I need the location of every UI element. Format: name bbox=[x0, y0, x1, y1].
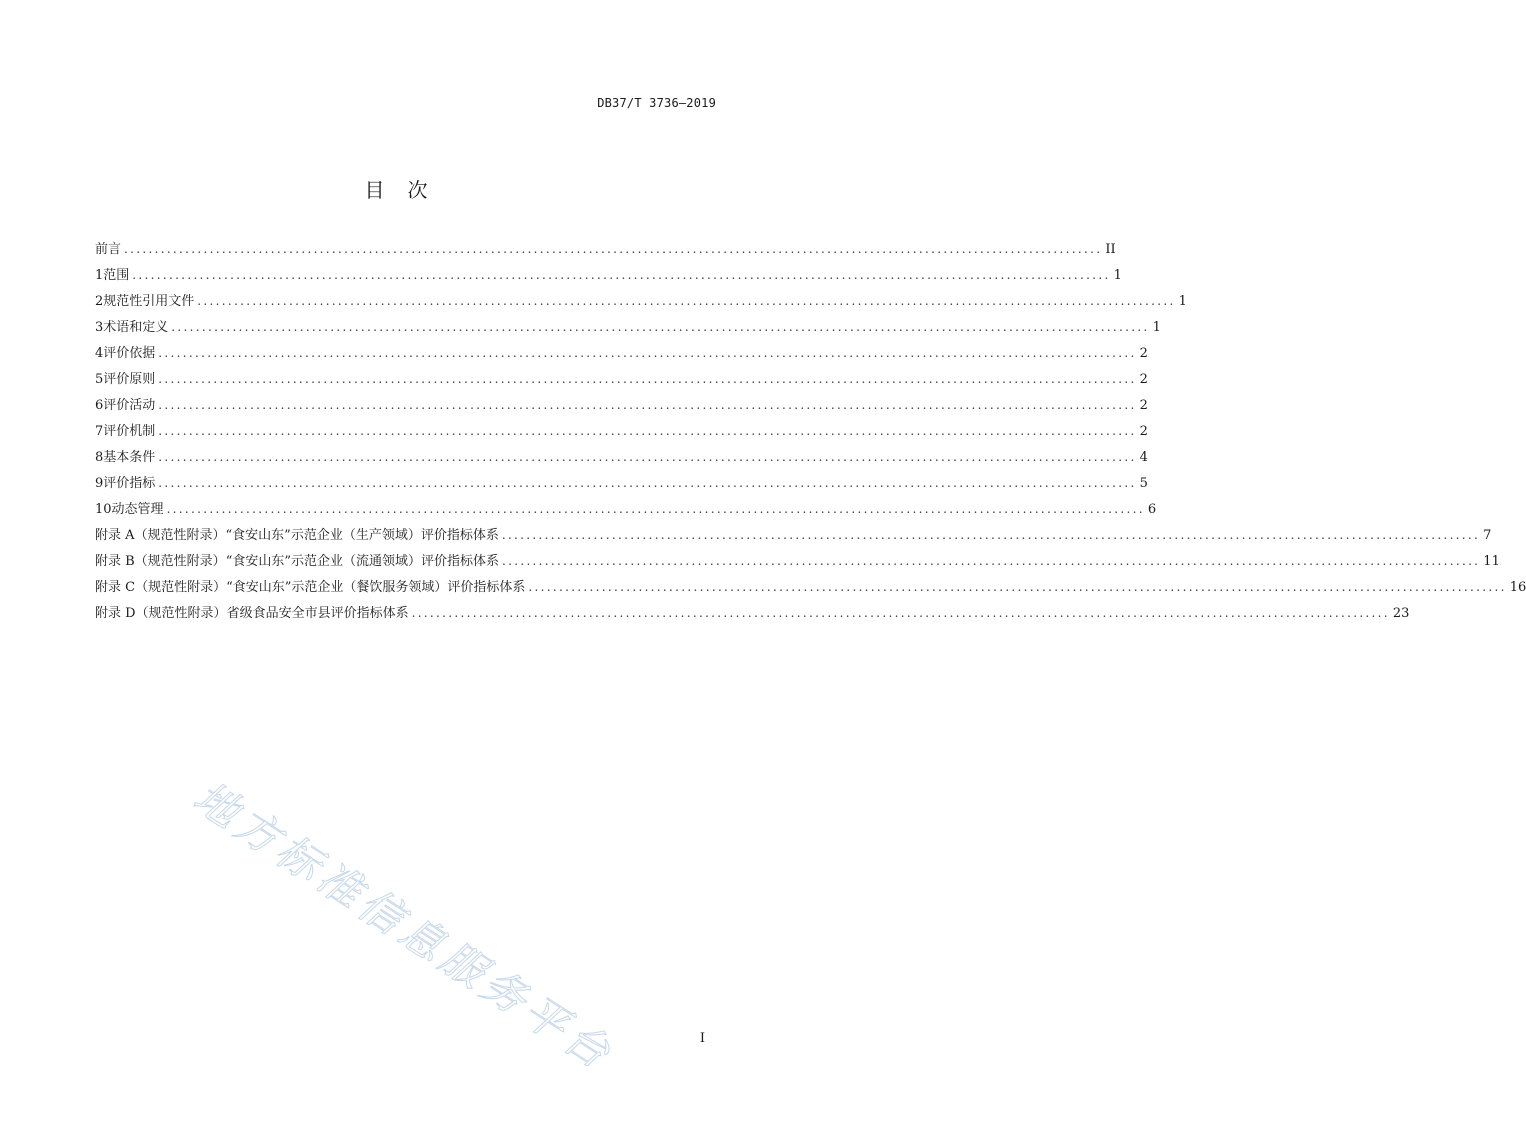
toc-label: 基本条件 bbox=[103, 450, 156, 465]
toc-leader-dots: ................................................................................................................................................................ bbox=[158, 346, 1137, 360]
toc-label: 范围 bbox=[103, 268, 130, 283]
toc-leader-dots: ................................................................................................................................................................ bbox=[158, 424, 1137, 438]
toc-leader-dots: ................................................................................................................................................................ bbox=[124, 242, 1103, 256]
toc-label: 术语和定义 bbox=[103, 320, 169, 335]
toc-page-number: 2 bbox=[1139, 424, 1148, 439]
toc-entry-10[interactable] bbox=[95, 498, 1157, 524]
watermark: 地方标准信息服务平台 bbox=[184, 772, 623, 1082]
toc-label: 评价原则 bbox=[103, 372, 156, 387]
toc-leader-dots: ................................................................................................................................................................ bbox=[166, 502, 1145, 516]
toc-leader-dots: ................................................................................................................................................................ bbox=[528, 580, 1507, 594]
toc-leader-dots: ................................................................................................................................................................ bbox=[197, 294, 1176, 308]
page-title bbox=[0, 174, 793, 203]
toc-page-number: 2 bbox=[1139, 346, 1148, 361]
toc-number: 10 bbox=[95, 502, 112, 517]
table-of-contents bbox=[95, 238, 1526, 628]
toc-label: 评价依据 bbox=[103, 346, 156, 361]
toc-appendix-number: 附录 B（规范性附录） bbox=[95, 554, 226, 569]
toc-number: 5 bbox=[95, 372, 104, 387]
toc-number: 8 bbox=[95, 450, 104, 465]
toc-leader-dots: ................................................................................................................................................................ bbox=[411, 606, 1390, 620]
toc-entry-1[interactable] bbox=[95, 264, 1122, 290]
toc-label: 规范性引用文件 bbox=[103, 294, 195, 309]
toc-page-number: 5 bbox=[1139, 476, 1148, 491]
toc-page-number: 11 bbox=[1483, 554, 1500, 569]
toc-label: 评价活动 bbox=[103, 398, 156, 413]
toc-number: 4 bbox=[95, 346, 104, 361]
toc-leader-dots: ................................................................................................................................................................ bbox=[158, 476, 1137, 490]
toc-page-number: 2 bbox=[1139, 372, 1148, 387]
toc-leader-dots: ................................................................................................................................................................ bbox=[501, 554, 1481, 568]
toc-entry-7[interactable] bbox=[95, 420, 1148, 446]
toc-leader-dots: ................................................................................................................................................................ bbox=[158, 398, 1137, 412]
page-title-part2: 次 bbox=[407, 178, 429, 202]
toc-page-number: 7 bbox=[1483, 528, 1492, 543]
toc-entry-foreword[interactable] bbox=[95, 238, 1116, 264]
toc-label: “食安山东”示范企业（餐饮服务领域）评价指标体系 bbox=[226, 580, 526, 595]
toc-appendix-number: 附录 D（规范性附录） bbox=[95, 606, 227, 621]
toc-leader-dots: ................................................................................................................................................................ bbox=[132, 268, 1111, 282]
toc-appendix-number: 附录 C（规范性附录） bbox=[95, 580, 227, 595]
toc-label: “食安山东”示范企业（流通领域）评价指标体系 bbox=[225, 554, 499, 569]
toc-page-number: 1 bbox=[1152, 320, 1161, 335]
toc-entry-9[interactable] bbox=[95, 472, 1148, 498]
toc-leader-dots: ................................................................................................................................................................ bbox=[158, 450, 1137, 464]
toc-entry-appendix-b[interactable] bbox=[95, 550, 1500, 576]
toc-entry-6[interactable] bbox=[95, 394, 1148, 420]
toc-number: 9 bbox=[95, 476, 104, 491]
toc-label: 评价机制 bbox=[103, 424, 156, 439]
toc-entry-appendix-a[interactable] bbox=[95, 524, 1492, 550]
toc-entry-2[interactable] bbox=[95, 290, 1187, 316]
toc-page-number: 1 bbox=[1113, 268, 1122, 283]
toc-page-number: 1 bbox=[1178, 294, 1187, 309]
toc-page-number: 23 bbox=[1392, 606, 1410, 621]
toc-number: 2 bbox=[95, 294, 104, 309]
toc-entry-appendix-c[interactable] bbox=[95, 576, 1526, 602]
toc-leader-dots: ................................................................................................................................................................ bbox=[501, 528, 1481, 542]
toc-entry-8[interactable] bbox=[95, 446, 1148, 472]
toc-page-number: 16 bbox=[1509, 580, 1526, 595]
toc-entry-3[interactable] bbox=[95, 316, 1161, 342]
toc-number: 6 bbox=[95, 398, 104, 413]
standard-code: DB37/T 3736—2019 bbox=[597, 96, 716, 110]
toc-number: 7 bbox=[95, 424, 104, 439]
toc-label: 前言 bbox=[95, 242, 122, 257]
toc-number: 3 bbox=[95, 320, 104, 335]
toc-label: 省级食品安全市县评价指标体系 bbox=[226, 606, 409, 621]
toc-entry-5[interactable] bbox=[95, 368, 1148, 394]
toc-page-number: 4 bbox=[1139, 450, 1148, 465]
toc-label: 评价指标 bbox=[103, 476, 156, 491]
toc-leader-dots: ................................................................................................................................................................ bbox=[171, 320, 1150, 334]
toc-entry-appendix-d[interactable] bbox=[95, 602, 1410, 628]
toc-leader-dots: ................................................................................................................................................................ bbox=[158, 372, 1137, 386]
toc-number: 1 bbox=[95, 268, 104, 283]
toc-label: 动态管理 bbox=[111, 502, 164, 517]
toc-appendix-number: 附录 A（规范性附录） bbox=[95, 528, 226, 543]
toc-entry-4[interactable] bbox=[95, 342, 1148, 368]
toc-label: “食安山东”示范企业（生产领域）评价指标体系 bbox=[225, 528, 499, 543]
page-title-part1: 目 bbox=[364, 178, 386, 202]
toc-page-number: 2 bbox=[1139, 398, 1148, 413]
toc-page-number: 6 bbox=[1147, 502, 1157, 517]
page-number: I bbox=[699, 1031, 705, 1046]
toc-page-number: II bbox=[1105, 242, 1116, 257]
